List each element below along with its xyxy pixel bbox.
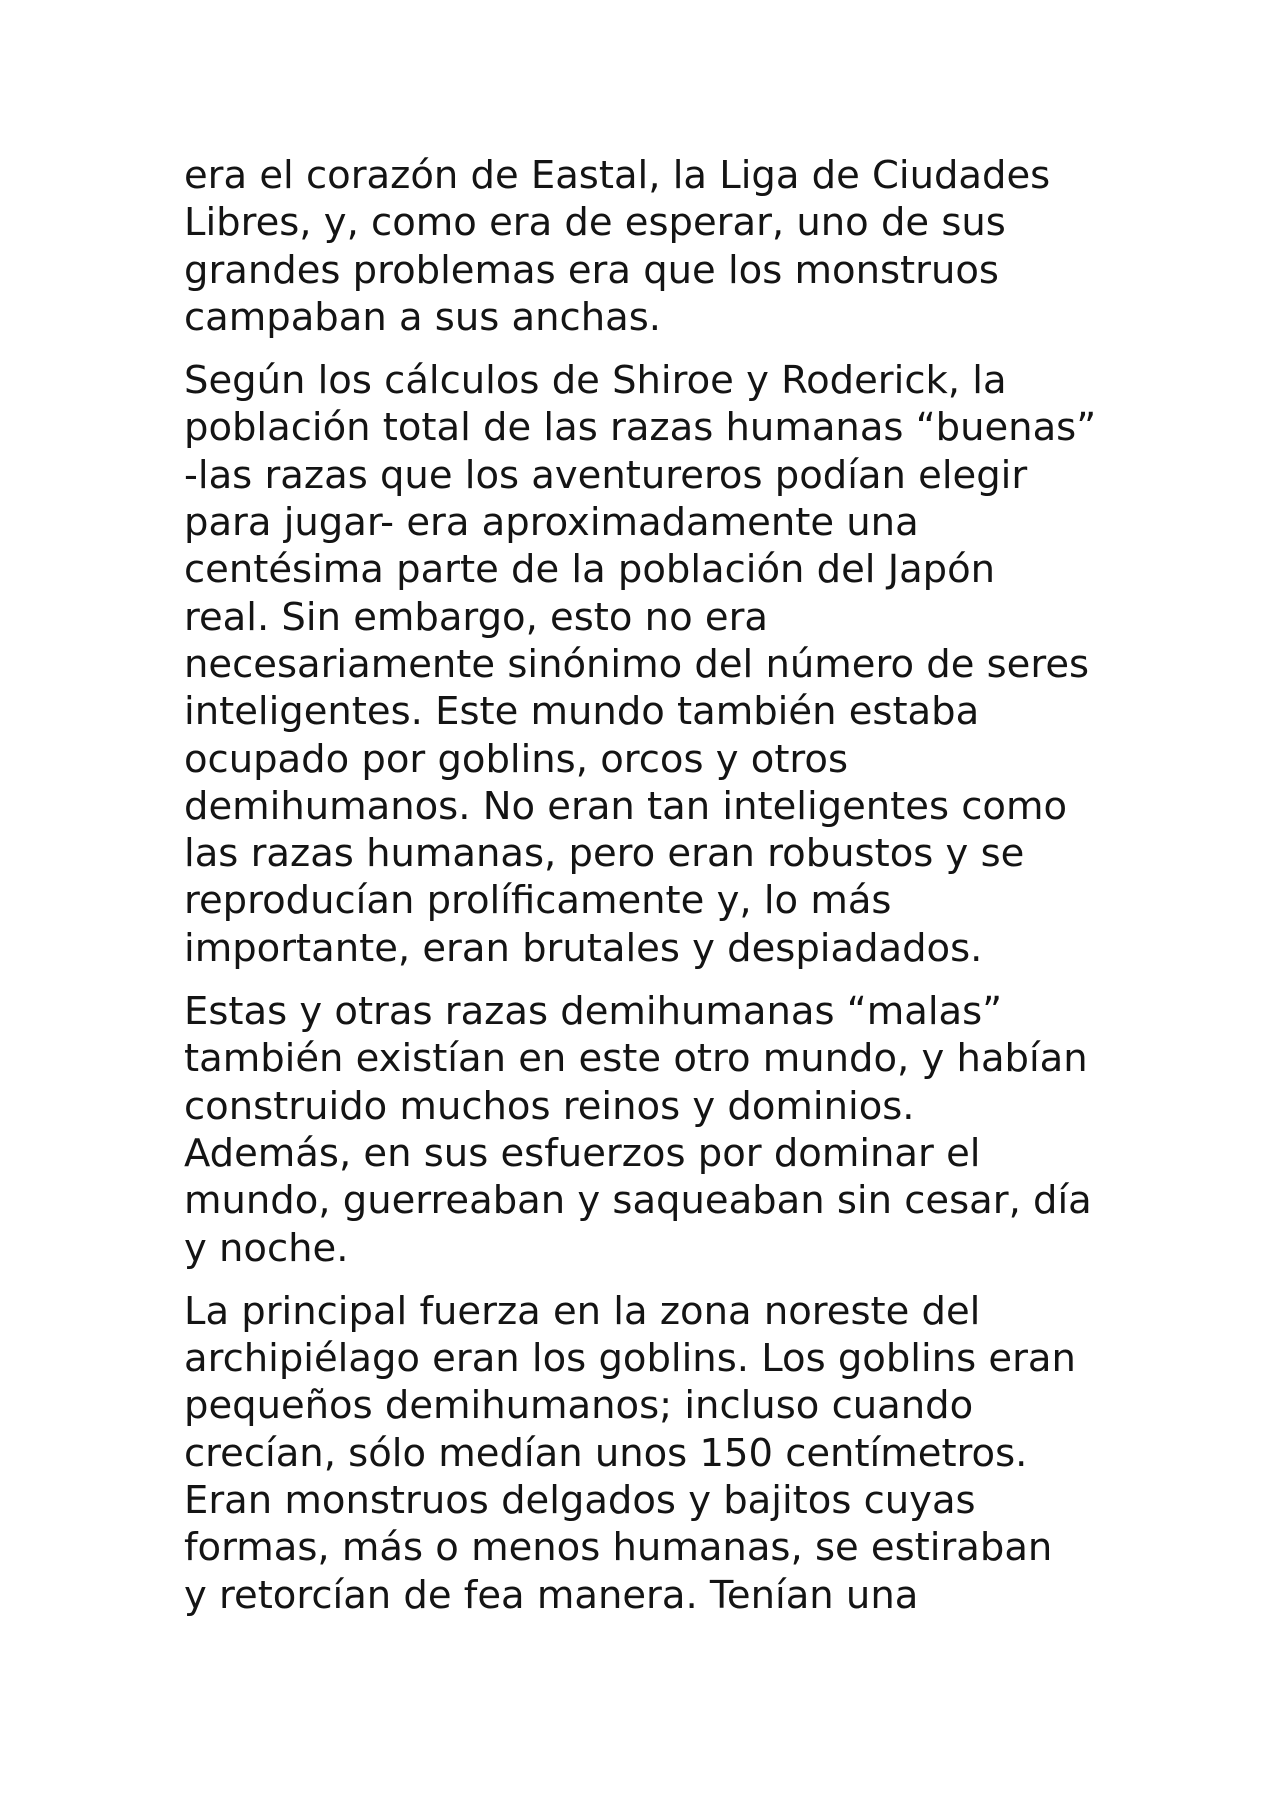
text-line: inteligentes. Este mundo también estaba [184, 689, 980, 735]
text-line: las razas humanas, pero eran robustos y se [184, 831, 1025, 877]
text-line: crecían, sólo medían unos 150 centímetros. [184, 1430, 1028, 1476]
text-line: pequeños demihumanos; incluso cuando [184, 1383, 974, 1429]
text-line: Estas y otras razas demihumanas “malas” [184, 989, 1003, 1035]
text-line: real. Sin embargo, esto no era [184, 594, 768, 640]
paragraph-2 [184, 357, 1114, 972]
text-line: y retorcían de fea manera. Tenían una [184, 1572, 919, 1618]
text-line: población total de las razas humanas “buenas” [184, 405, 1097, 451]
text-line: centésima parte de la población del Japón [184, 547, 996, 593]
text-line: también existían en este otro mundo, y habían [184, 1036, 1088, 1082]
text-line: Eran monstruos delgados y bajitos cuyas [184, 1478, 976, 1524]
text-line: construido muchos reinos y dominios. [184, 1083, 915, 1129]
text-line: para jugar- era aproximadamente una [184, 500, 919, 546]
text-line: La principal fuerza en la zona noreste del [184, 1288, 981, 1334]
text-line: archipiélago eran los goblins. Los goblins eran [184, 1336, 1076, 1382]
body-text [184, 152, 1114, 1635]
text-line: era el corazón de Eastal, la Liga de Ciudades [184, 153, 1051, 198]
paragraph-1 [184, 152, 1114, 341]
text-line: Según los cálculos de Shiroe y Roderick, la [184, 358, 1007, 404]
text-line: Libres, y, como era de esperar, uno de sus [184, 200, 1006, 246]
text-line: importante, eran brutales y despiadados. [184, 925, 983, 971]
text-line: mundo, guerreaban y saqueaban sin cesar, día [184, 1178, 1092, 1224]
text-line: Además, en sus esfuerzos por dominar el [184, 1130, 981, 1176]
text-line: y noche. [184, 1225, 349, 1271]
text-line: demihumanos. No eran tan inteligentes como [184, 783, 1068, 829]
text-line: campaban a sus anchas. [184, 294, 662, 340]
text-line: necesariamente sinónimo del número de seres [184, 641, 1090, 687]
text-line: formas, más o menos humanas, se estiraban [184, 1525, 1053, 1571]
text-line: reproducían prolíficamente y, lo más [184, 878, 892, 924]
text-line: ocupado por goblins, orcos y otros [184, 736, 849, 782]
paragraph-3 [184, 988, 1114, 1272]
paragraph-4 [184, 1288, 1114, 1619]
text-line: -las razas que los aventureros podían elegir [184, 452, 1028, 498]
text-line: grandes problemas era que los monstruos [184, 247, 999, 293]
